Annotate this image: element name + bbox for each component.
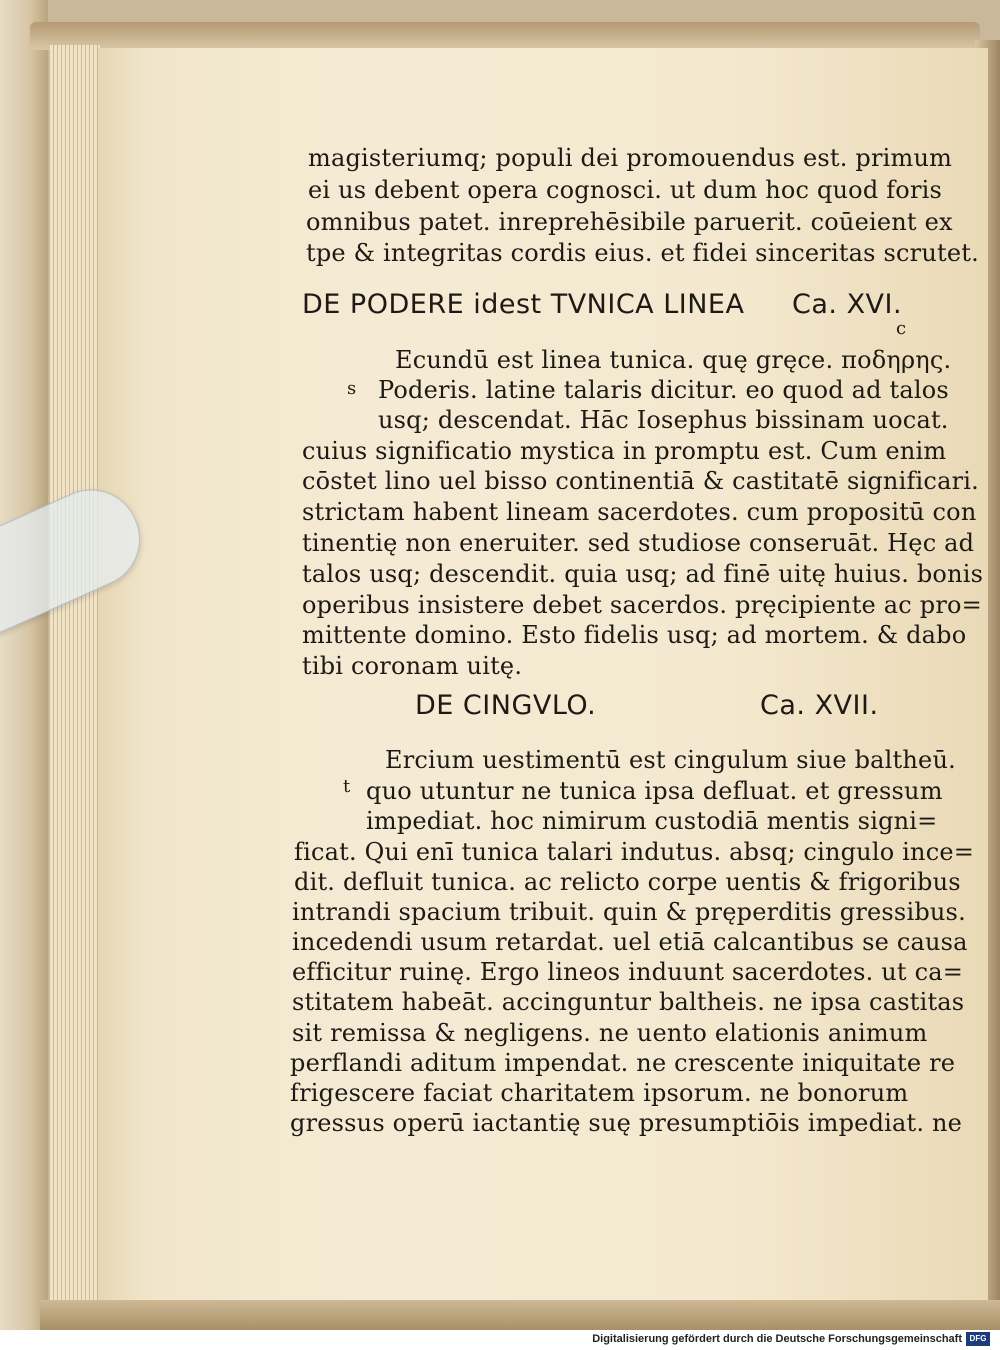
guide-letter: t [343,776,351,797]
book-cover-left [0,0,48,1330]
text-line: impediat. hoc nimirum custodiā mentis signi= [366,807,938,835]
text-line: stitatem habeāt. accinguntur baltheis. ne ipsa castitas [292,988,965,1016]
book-cover-top [30,22,980,50]
text-line: Ercium uestimentū est cingulum siue baltheū. [385,746,956,774]
marginal-letter: c [896,318,907,339]
chapter-heading: DE PODERE idest TVNICA LINEA [302,289,745,320]
guide-letter: s [347,378,357,399]
page-stack-edge [50,45,100,1305]
text-line: cuius significatio mystica in promptu est. Cum enim [302,437,947,465]
funding-notice: Digitalisierung gefördert durch die Deutsche Forschungsgemeinschaft [592,1333,962,1345]
chapter-heading: DE CINGVLO. [415,690,597,721]
text-line: omnibus patet. inreprehēsibile paruerit. coūeient ex [306,208,953,236]
chapter-number: Ca. XVII. [760,690,879,721]
text-line: strictam habent lineam sacerdotes. cum propositū con [302,498,977,526]
book-bottom-edge [40,1300,1000,1330]
text-line: Ecundū est linea tunica. quę gręce. ποδηρης. [395,346,952,374]
text-line: talos usq; descendit. quia usq; ad finē uitę huius. bonis [302,560,984,588]
text-line: quo utuntur ne tunica ipsa defluat. et gressum [366,777,943,805]
text-line: usq; descendat. Hāc Iosephus bissinam uocat. [378,406,949,434]
text-line: efficitur ruinę. Ergo lineos induunt sacerdotes. ut ca= [292,958,964,986]
text-line: dit. defluit tunica. ac relicto corpe uentis & frigoribus [294,868,961,896]
text-line: incedendi usum retardat. uel etiā calcantibus se causa [292,928,968,956]
text-line: intrandi spacium tribuit. quin & pręperditis gressibus. [292,898,966,926]
text-line: perflandi aditum impendat. ne crescente iniquitate re [290,1049,956,1077]
text-line: sit remissa & negligens. ne uento elationis animum [292,1019,928,1047]
text-line: operibus insistere debet sacerdos. pręcipiente ac pro= [302,591,982,619]
text-line: mittente domino. Esto fidelis usq; ad mortem. & dabo [302,621,967,649]
text-line: cōstet lino uel bisso continentiā & castitatē significari. [302,467,979,495]
text-line: ficat. Qui enī tunica talari indutus. absq; cingulo ince= [294,838,975,866]
text-line: gressus operū iactantię suę presumptiōis impediat. ne [290,1109,963,1137]
text-line: tinentię non eneruiter. sed studiose conseruāt. Hęc ad [302,529,975,557]
text-line: Poderis. latine talaris dicitur. eo quod ad talos [378,376,949,404]
text-line: ei us debent opera cognosci. ut dum hoc quod foris [308,176,943,204]
chapter-number: Ca. XVI. [792,289,903,320]
text-line: tpe & integritas cordis eius. et fidei sinceritas scrutet. [306,239,979,267]
dfg-logo: DFG [966,1332,990,1346]
text-line: frigescere faciat charitatem ipsorum. ne bonorum [290,1079,909,1107]
text-line: magisteriumq; populi dei promouendus est. primum [308,144,953,172]
text-line: tibi coronam uitę. [302,652,523,680]
